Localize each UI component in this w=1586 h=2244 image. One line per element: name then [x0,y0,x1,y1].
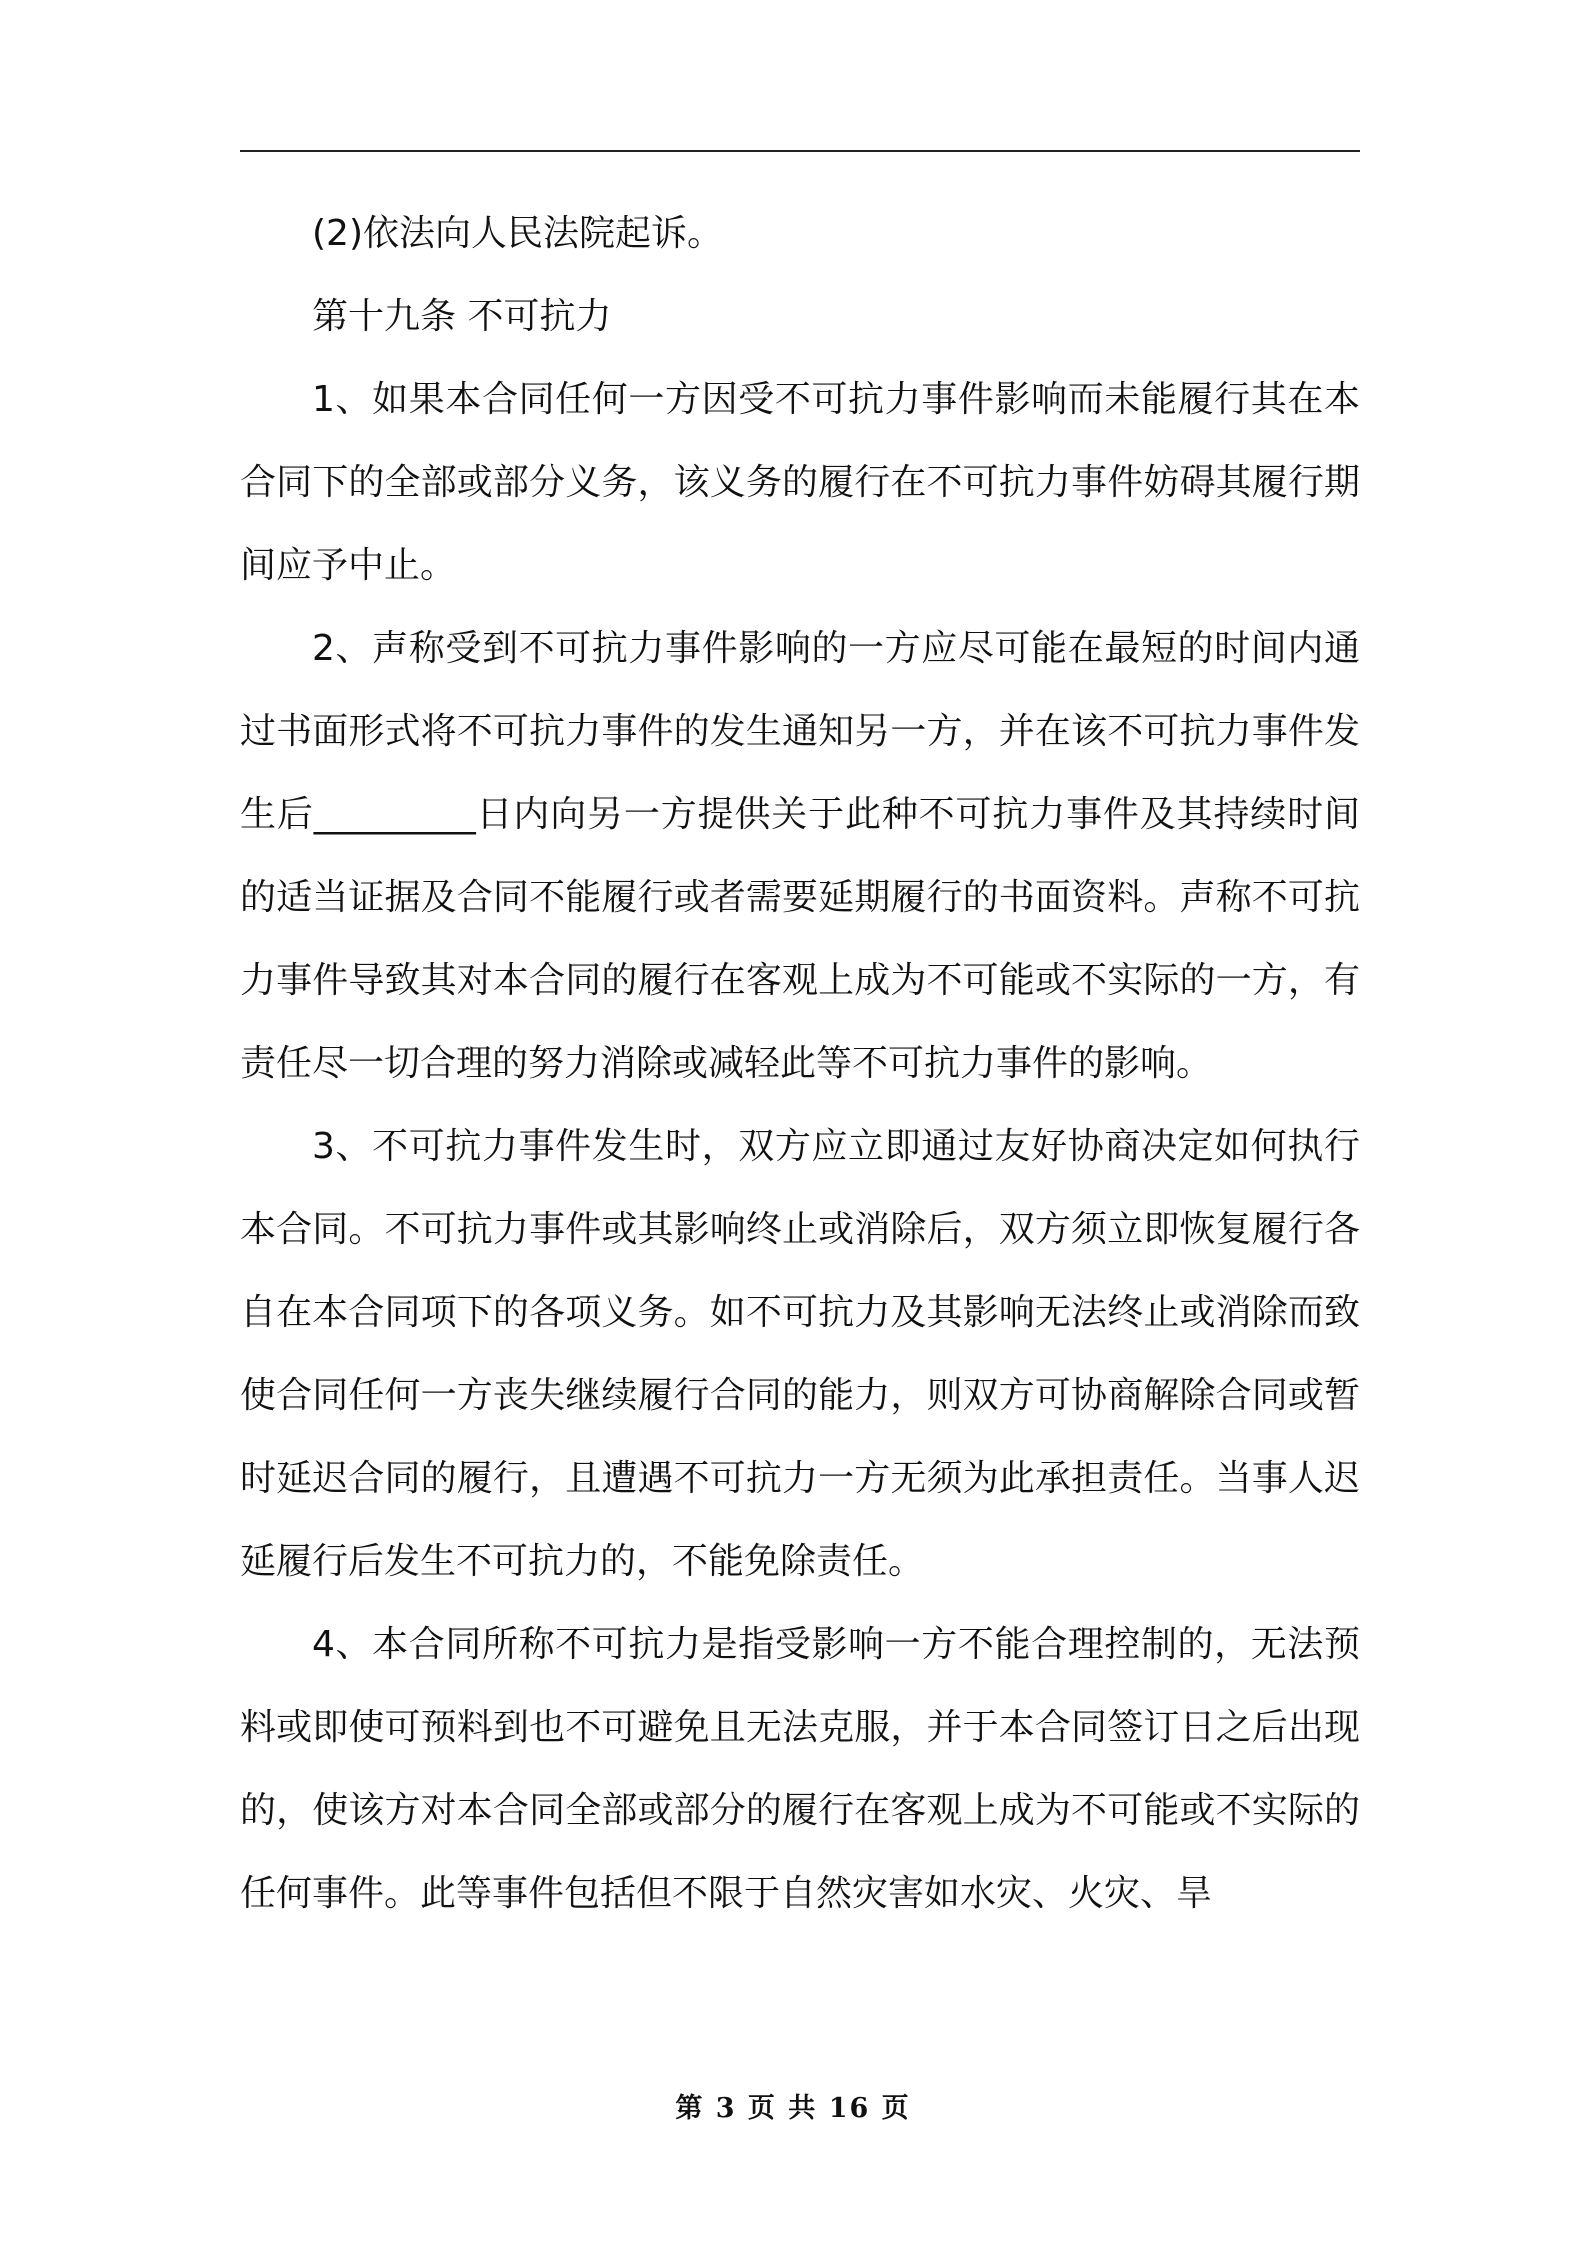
paragraph-force-majeure-1: 1、如果本合同任何一方因受不可抗力事件影响而未能履行其在本合同下的全部或部分义务，该义务的履行在不可抗力事件妨碍其履行期间应予中止。 [240,379,1360,586]
paragraph-force-majeure-2: 2、声称受到不可抗力事件影响的一方应尽可能在最短的时间内通过书面形式将不可抗力事件的发生通知另一方，并在该不可抗力事件发生后_________日内向另一方提供关于此种不可抗力事件及其持续时间的适当证据及合同不能履行或者需要延期履行的书面资料。声称不可抗力事件导致其对本合同的履行在客观上成为不可能或不实际的一方，有责任尽一切合理的努力消除或减轻此等不可抗力事件的影响。 [240,628,1360,1084]
header-rule [240,150,1360,152]
document-body [240,192,1360,1935]
article-19-heading: 第十九条 不可抗力 [312,296,612,337]
paragraph-force-majeure-3: 3、不可抗力事件发生时，双方应立即通过友好协商决定如何执行本合同。不可抗力事件或其影响终止或消除后，双方须立即恢复履行各自在本合同项下的各项义务。如不可抗力及其影响无法终止或消除而致使合同任何一方丧失继续履行合同的能力，则双方可协商解除合同或暂时延迟合同的履行，且遭遇不可抗力一方无须为此承担责任。当事人迟延履行后发生不可抗力的，不能免除责任。 [240,1126,1360,1582]
paragraph-lawsuit-clause: (2)依法向人民法院起诉。 [312,213,723,254]
paragraph-force-majeure-4: 4、本合同所称不可抗力是指受影响一方不能合理控制的，无法预料或即使可预料到也不可避免且无法克服，并于本合同签订日之后出现的，使该方对本合同全部或部分的履行在客观上成为不可能或不实际的任何事件。此等事件包括但不限于自然灾害如水灾、火灾、旱 [240,1624,1360,1914]
page-number-footer: 第 3 页 共 16 页 [675,2093,911,2124]
